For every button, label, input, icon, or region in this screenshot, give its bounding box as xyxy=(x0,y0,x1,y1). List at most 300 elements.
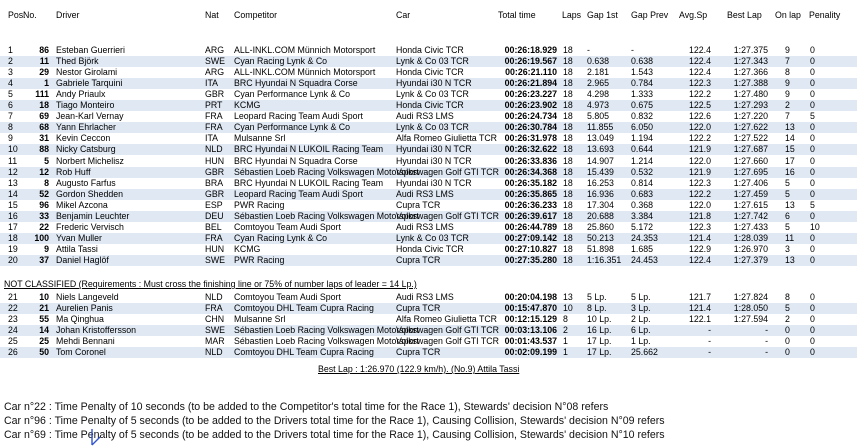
cell-car: Audi RS3 LMS xyxy=(396,111,454,122)
cell-total-time: 00:26:31.978 xyxy=(504,133,557,144)
cell-driver: Daniel Haglöf xyxy=(56,254,109,265)
table-row xyxy=(0,100,857,111)
table-row xyxy=(0,314,857,325)
cell-gap-1st: 4.298 xyxy=(587,89,610,100)
cell-no: 18 xyxy=(39,100,49,111)
cell-laps: 18 xyxy=(563,232,573,243)
cell-driver: Gordon Shedden xyxy=(56,188,124,199)
cell-gap-prev: - xyxy=(631,45,634,55)
cell-gap-1st: 51.898 xyxy=(587,243,614,254)
cell-gap-1st: 5.805 xyxy=(587,111,610,122)
cell-car: Hyundai i30 N TCR xyxy=(396,177,472,188)
cell-avg-sp: 122.0 xyxy=(688,155,711,166)
cell-competitor: Comtoyou Team Audi Sport xyxy=(234,221,341,232)
cell-car: Volkswagen Golf GTI TCR xyxy=(396,325,499,336)
cell-total-time: 00:03:13.106 xyxy=(504,325,557,336)
table-row xyxy=(0,200,857,211)
col-no: No. xyxy=(23,10,37,20)
cell-best-lap: 1:27.433 xyxy=(733,221,768,232)
cell-competitor: Cyan Racing Lynk & Co xyxy=(234,232,328,243)
cell-penalty: 0 xyxy=(810,292,815,302)
cell-competitor: Sébastien Loeb Racing Volkswagen Motorsport xyxy=(234,210,419,221)
cell-gap-prev: 6 Lp. xyxy=(631,325,651,336)
cell-penalty: 0 xyxy=(810,243,815,254)
cell-total-time: 00:02:09.199 xyxy=(504,347,557,358)
cell-nat: DEU xyxy=(205,210,224,221)
cell-car: Cupra TCR xyxy=(396,303,441,314)
cell-penalty: 0 xyxy=(810,347,815,358)
cell-no: 88 xyxy=(39,144,49,155)
cell-on-lap: 9 xyxy=(785,89,790,100)
cell-gap-prev: 0.638 xyxy=(631,56,654,67)
cell-competitor: PWR Racing xyxy=(234,254,285,265)
cell-penalty: 0 xyxy=(810,232,815,243)
cell-competitor: BRC Hyundai N Squadra Corse xyxy=(234,78,358,89)
cell-penalty: 0 xyxy=(810,254,815,265)
cell-pos: 20 xyxy=(8,254,18,265)
cell-avg-sp: 122.0 xyxy=(688,122,711,133)
cell-no: 33 xyxy=(39,210,49,221)
cell-on-lap: 6 xyxy=(785,210,790,221)
col-nat: Nat xyxy=(205,10,219,20)
cell-car: Volkswagen Golf GTI TCR xyxy=(396,166,499,177)
cell-laps: 18 xyxy=(563,67,573,78)
cell-no: 31 xyxy=(39,133,49,144)
cell-pos: 9 xyxy=(8,133,13,144)
cell-gap-1st: 2.181 xyxy=(587,67,610,78)
cell-gap-prev: 25.662 xyxy=(631,347,658,358)
cell-laps: 18 xyxy=(563,144,573,155)
cell-no: 100 xyxy=(34,232,49,243)
cell-penalty: 0 xyxy=(810,314,815,325)
cell-total-time: 00:26:32.622 xyxy=(504,144,557,155)
table-row xyxy=(0,156,857,167)
table-row xyxy=(0,303,857,314)
cell-car: Cupra TCR xyxy=(396,347,441,358)
cell-car: Audi RS3 LMS xyxy=(396,221,454,232)
cell-competitor: Sébastien Loeb Racing Volkswagen Motorsport xyxy=(234,336,419,347)
cell-no: 68 xyxy=(39,122,49,133)
cell-on-lap: 5 xyxy=(785,188,790,199)
cell-gap-prev: 0.683 xyxy=(631,188,654,199)
cell-driver: Benjamin Leuchter xyxy=(56,210,130,221)
cell-total-time: 00:26:34.368 xyxy=(504,166,557,177)
cell-no: 1 xyxy=(44,78,49,89)
cell-penalty: 0 xyxy=(810,325,815,336)
cell-best-lap: 1:27.379 xyxy=(733,254,768,265)
cell-penalty: 5 xyxy=(810,199,815,210)
cell-pos: 6 xyxy=(8,100,13,111)
cell-best-lap: 1:27.366 xyxy=(733,67,768,78)
cell-driver: Norbert Michelisz xyxy=(56,155,124,166)
cell-nat: ARG xyxy=(205,45,225,55)
cell-pos: 1 xyxy=(8,45,13,55)
cell-no: 111 xyxy=(35,89,49,100)
cell-car: Audi RS3 LMS xyxy=(396,188,454,199)
cell-nat: GBR xyxy=(205,89,225,100)
cell-nat: MAR xyxy=(205,336,225,347)
cell-on-lap: 7 xyxy=(785,111,790,122)
table-row xyxy=(0,211,857,222)
cell-penalty: 0 xyxy=(810,122,815,133)
cell-car: Hyundai i30 N TCR xyxy=(396,78,472,89)
cell-nat: FRA xyxy=(205,303,223,314)
cell-driver: Augusto Farfus xyxy=(56,177,116,188)
cell-nat: HUN xyxy=(205,155,225,166)
cell-pos: 3 xyxy=(8,67,13,78)
table-row xyxy=(0,144,857,155)
cell-competitor: Comtoyou Team Audi Sport xyxy=(234,292,341,302)
cell-gap-1st: 10 Lp. xyxy=(587,314,612,325)
cell-driver: Esteban Guerrieri xyxy=(56,45,125,55)
cell-pos: 7 xyxy=(8,111,13,122)
cell-best-lap: 1:27.293 xyxy=(733,100,768,111)
cell-laps: 18 xyxy=(563,243,573,254)
cell-gap-1st: - xyxy=(587,45,590,55)
cell-nat: NLD xyxy=(205,144,223,155)
cell-nat: SWE xyxy=(205,254,226,265)
cell-laps: 18 xyxy=(563,177,573,188)
cell-laps: 10 xyxy=(563,303,573,314)
cell-gap-prev: 0.644 xyxy=(631,144,654,155)
cell-pos: 23 xyxy=(8,314,18,325)
cell-penalty: 10 xyxy=(810,221,820,232)
cell-best-lap: 1:27.687 xyxy=(733,144,768,155)
cell-gap-prev: 0.368 xyxy=(631,199,654,210)
cell-avg-sp: 122.9 xyxy=(688,243,711,254)
cell-nat: NLD xyxy=(205,347,223,358)
penalty-note: Car n°96 : Time Penalty of 5 seconds (to be added to the Drivers total time for the Race 1), Causing Collision, Stewards' decision N°09 refers xyxy=(4,415,665,427)
cell-laps: 18 xyxy=(563,199,573,210)
cell-nat: HUN xyxy=(205,243,225,254)
cell-best-lap: - xyxy=(765,336,768,347)
cell-avg-sp: 122.4 xyxy=(688,67,711,78)
cell-laps: 13 xyxy=(563,292,573,302)
cell-on-lap: 8 xyxy=(785,292,790,302)
cell-best-lap: 1:28.050 xyxy=(733,303,768,314)
cell-total-time: 00:26:24.734 xyxy=(504,111,557,122)
col-competitor: Competitor xyxy=(234,10,278,20)
cell-driver: Mikel Azcona xyxy=(56,199,108,210)
cell-driver: Gabriele Tarquini xyxy=(56,78,123,89)
cell-pos: 25 xyxy=(8,336,18,347)
col-avg-sp: Avg.Sp xyxy=(679,10,708,20)
cell-on-lap: 5 xyxy=(785,221,790,232)
cell-total-time: 00:20:04.198 xyxy=(504,292,557,302)
cell-best-lap: 1:27.622 xyxy=(733,122,768,133)
cell-total-time: 00:26:23.227 xyxy=(504,89,557,100)
cell-laps: 18 xyxy=(563,100,573,111)
cell-gap-1st: 13.693 xyxy=(587,144,614,155)
cell-on-lap: 0 xyxy=(785,347,790,358)
cell-gap-1st: 16.936 xyxy=(587,188,614,199)
cell-pos: 15 xyxy=(8,199,18,210)
cell-car: Honda Civic TCR xyxy=(396,67,464,78)
cell-gap-1st: 0.638 xyxy=(587,56,610,67)
cell-on-lap: 9 xyxy=(785,78,790,89)
cell-gap-prev: 1.333 xyxy=(631,89,654,100)
cell-best-lap: 1:26.970 xyxy=(733,243,768,254)
cell-competitor: Mulsanne Srl xyxy=(234,314,286,325)
cell-nat: GBR xyxy=(205,166,225,177)
cell-total-time: 00:26:35.865 xyxy=(504,188,557,199)
text-cursor-icon xyxy=(90,428,102,446)
cell-laps: 18 xyxy=(563,78,573,89)
cell-no: 22 xyxy=(39,221,49,232)
cell-competitor: Leopard Racing Team Audi Sport xyxy=(234,111,363,122)
cell-total-time: 00:27:09.142 xyxy=(504,232,557,243)
cell-no: 25 xyxy=(39,336,49,347)
cell-on-lap: 14 xyxy=(785,133,795,144)
cell-avg-sp: - xyxy=(708,325,711,336)
cell-best-lap: 1:27.375 xyxy=(733,45,768,55)
cell-best-lap: 1:27.459 xyxy=(733,188,768,199)
cell-avg-sp: 121.4 xyxy=(688,232,711,243)
cell-gap-1st: 14.907 xyxy=(587,155,614,166)
penalty-note: Car n°69 : Time Penalty of 5 seconds (to be added to the Drivers total time for the Race 1), Causing Collision, Stewards' decision N°10 refers xyxy=(4,429,665,441)
cell-gap-prev: 0.532 xyxy=(631,166,654,177)
cell-total-time: 00:26:35.182 xyxy=(504,177,557,188)
table-row xyxy=(0,222,857,233)
cell-gap-1st: 20.688 xyxy=(587,210,614,221)
cell-gap-prev: 24.353 xyxy=(631,232,658,243)
cell-pos: 17 xyxy=(8,221,18,232)
cell-laps: 18 xyxy=(563,221,573,232)
col-on-lap: On lap xyxy=(775,10,801,20)
cell-driver: Andy Priaulx xyxy=(56,89,106,100)
cell-nat: ITA xyxy=(205,78,219,89)
cell-penalty: 0 xyxy=(810,89,815,100)
cell-pos: 12 xyxy=(8,166,18,177)
cell-competitor: ALL-INKL.COM Münnich Motorsport xyxy=(234,45,376,55)
cell-total-time: 00:26:21.894 xyxy=(504,78,557,89)
cell-total-time: 00:01:43.537 xyxy=(504,336,557,347)
cell-competitor: Mulsanne Srl xyxy=(234,133,286,144)
table-row xyxy=(0,89,857,100)
cell-avg-sp: 121.9 xyxy=(688,144,711,155)
cell-avg-sp: 122.3 xyxy=(688,78,711,89)
cell-nat: BRA xyxy=(205,177,224,188)
not-classified-title: NOT CLASSIFIED (Requirements : Must cross the finishing line or 75% of number laps of leader = 14 Lp.) xyxy=(4,279,417,289)
best-lap-summary: Best Lap : 1:26.970 (122.9 km/h). (No.9) Attila Tassi xyxy=(318,364,520,374)
cell-total-time: 00:27:35.280 xyxy=(504,254,557,265)
cell-avg-sp: 122.4 xyxy=(688,56,711,67)
cell-pos: 21 xyxy=(8,292,18,302)
cell-driver: Nestor Girolami xyxy=(56,67,118,78)
table-row xyxy=(0,45,857,56)
cell-gap-prev: 24.453 xyxy=(631,254,658,265)
col-penalty: Penality xyxy=(809,10,841,20)
cell-total-time: 00:26:36.233 xyxy=(504,199,557,210)
table-row xyxy=(0,56,857,67)
cell-penalty: 5 xyxy=(810,111,815,122)
cell-no: 9 xyxy=(44,243,49,254)
cell-on-lap: 8 xyxy=(785,67,790,78)
cell-penalty: 0 xyxy=(810,166,815,177)
cell-nat: BEL xyxy=(205,221,222,232)
cell-gap-1st: 13.049 xyxy=(587,133,614,144)
cell-laps: 18 xyxy=(563,89,573,100)
cell-on-lap: 0 xyxy=(785,336,790,347)
cell-gap-1st: 17 Lp. xyxy=(587,336,612,347)
cell-pos: 19 xyxy=(8,243,18,254)
cell-laps: 18 xyxy=(563,133,573,144)
table-row xyxy=(0,167,857,178)
cell-penalty: 0 xyxy=(810,67,815,78)
cell-avg-sp: 121.8 xyxy=(688,210,711,221)
cell-car: Hyundai i30 N TCR xyxy=(396,155,472,166)
cell-laps: 2 xyxy=(563,325,568,336)
cell-no: 86 xyxy=(39,45,49,55)
cell-on-lap: 13 xyxy=(785,122,795,133)
cell-best-lap: 1:27.388 xyxy=(733,78,768,89)
cell-best-lap: 1:28.039 xyxy=(733,232,768,243)
cell-nat: PRT xyxy=(205,100,223,111)
cell-best-lap: 1:27.343 xyxy=(733,56,768,67)
cell-driver: Ma Qinghua xyxy=(56,314,104,325)
cell-on-lap: 13 xyxy=(785,254,795,265)
cell-gap-prev: 2 Lp. xyxy=(631,314,651,325)
col-best-lap: Best Lap xyxy=(727,10,762,20)
cell-driver: Frederic Vervisch xyxy=(56,221,124,232)
cell-avg-sp: 121.9 xyxy=(688,166,711,177)
table-row xyxy=(0,189,857,200)
cell-pos: 26 xyxy=(8,347,18,358)
cell-gap-1st: 15.439 xyxy=(587,166,614,177)
cell-best-lap: 1:27.480 xyxy=(733,89,768,100)
cell-pos: 10 xyxy=(8,144,18,155)
cell-gap-prev: 0.784 xyxy=(631,78,654,89)
table-row xyxy=(0,255,857,266)
cell-laps: 18 xyxy=(563,122,573,133)
cell-pos: 22 xyxy=(8,303,18,314)
cell-competitor: Sébastien Loeb Racing Volkswagen Motorsport xyxy=(234,166,419,177)
cell-driver: Mehdi Bennani xyxy=(56,336,115,347)
cell-car: Honda Civic TCR xyxy=(396,45,464,55)
cell-on-lap: 17 xyxy=(785,155,795,166)
cell-driver: Niels Langeveld xyxy=(56,292,119,302)
cell-total-time: 00:26:18.929 xyxy=(504,45,557,55)
results-header xyxy=(0,10,857,21)
cell-nat: ARG xyxy=(205,67,225,78)
cell-laps: 18 xyxy=(563,56,573,67)
cell-laps: 18 xyxy=(563,254,573,265)
cell-car: Cupra TCR xyxy=(396,254,441,265)
cell-total-time: 00:15:47.870 xyxy=(504,303,557,314)
table-row xyxy=(0,122,857,133)
cell-competitor: PWR Racing xyxy=(234,199,285,210)
cell-competitor: Cyan Performance Lynk & Co xyxy=(234,89,351,100)
cell-competitor: BRC Hyundai N LUKOIL Racing Team xyxy=(234,144,384,155)
cell-gap-prev: 6.050 xyxy=(631,122,654,133)
cell-avg-sp: 122.2 xyxy=(688,188,711,199)
cell-gap-1st: 8 Lp. xyxy=(587,303,607,314)
cell-total-time: 00:26:21.110 xyxy=(505,67,557,78)
cell-penalty: 0 xyxy=(810,144,815,155)
cell-nat: GBR xyxy=(205,188,225,199)
cell-pos: 5 xyxy=(8,89,13,100)
cell-no: 50 xyxy=(39,347,49,358)
cell-no: 14 xyxy=(39,325,49,336)
cell-driver: Jean-Karl Vernay xyxy=(56,111,124,122)
table-row xyxy=(0,133,857,144)
cell-no: 69 xyxy=(39,111,49,122)
cell-car: Cupra TCR xyxy=(396,199,441,210)
cell-gap-prev: 0.814 xyxy=(631,177,654,188)
cell-nat: FRA xyxy=(205,111,223,122)
cell-laps: 1 xyxy=(563,347,568,358)
cell-no: 8 xyxy=(44,177,49,188)
cell-total-time: 00:26:33.836 xyxy=(504,155,557,166)
cell-gap-1st: 1:16.351 xyxy=(587,254,622,265)
cell-competitor: Comtoyou DHL Team Cupra Racing xyxy=(234,303,374,314)
cell-avg-sp: - xyxy=(708,347,711,358)
cell-on-lap: 16 xyxy=(785,166,795,177)
cell-competitor: Cyan Performance Lynk & Co xyxy=(234,122,351,133)
cell-avg-sp: - xyxy=(708,336,711,347)
col-total-time: Total time xyxy=(498,10,536,20)
cell-best-lap: - xyxy=(765,325,768,336)
cell-on-lap: 11 xyxy=(785,232,795,243)
cell-best-lap: 1:27.695 xyxy=(733,166,768,177)
cell-pos: 14 xyxy=(8,188,18,199)
cell-penalty: 0 xyxy=(810,78,815,89)
cell-no: 37 xyxy=(39,254,49,265)
cell-best-lap: 1:27.594 xyxy=(733,314,768,325)
cell-driver: Aurelien Panis xyxy=(56,303,113,314)
penalty-note: Car n°22 : Time Penalty of 10 seconds (to be added to the Competitor's total time for the Race 1), Stewards' decision N°08 refers xyxy=(4,401,609,413)
table-row xyxy=(0,67,857,78)
cell-car: Honda Civic TCR xyxy=(396,100,464,111)
cell-best-lap: - xyxy=(765,347,768,358)
cell-gap-prev: 5 Lp. xyxy=(631,292,651,302)
cell-avg-sp: 122.5 xyxy=(688,100,711,111)
cell-avg-sp: 122.3 xyxy=(688,177,711,188)
cell-no: 10 xyxy=(39,292,49,302)
cell-avg-sp: 121.7 xyxy=(688,292,711,302)
cell-on-lap: 0 xyxy=(785,325,790,336)
cell-car: Alfa Romeo Giulietta TCR xyxy=(396,133,498,144)
cell-avg-sp: 122.6 xyxy=(688,111,711,122)
table-row xyxy=(0,111,857,122)
cell-no: 96 xyxy=(39,199,49,210)
cell-gap-prev: 3 Lp. xyxy=(631,303,651,314)
cell-nat: FRA xyxy=(205,122,223,133)
cell-best-lap: 1:27.220 xyxy=(733,111,768,122)
cell-penalty: 0 xyxy=(810,45,815,55)
cell-car: Lynk & Co 03 TCR xyxy=(396,232,469,243)
cell-gap-1st: 11.855 xyxy=(587,122,614,133)
cell-best-lap: 1:27.824 xyxy=(733,292,768,302)
cell-best-lap: 1:27.522 xyxy=(733,133,768,144)
cell-driver: Tiago Monteiro xyxy=(56,100,115,111)
cell-avg-sp: 122.4 xyxy=(688,45,711,55)
table-row xyxy=(0,292,857,303)
cell-penalty: 0 xyxy=(810,100,815,111)
cell-nat: NLD xyxy=(205,292,223,302)
table-row xyxy=(0,233,857,244)
cell-gap-prev: 1.214 xyxy=(631,155,654,166)
table-row xyxy=(0,347,857,358)
cell-gap-1st: 16 Lp. xyxy=(587,325,612,336)
cell-total-time: 00:26:44.789 xyxy=(504,221,557,232)
cell-driver: Tom Coronel xyxy=(56,347,106,358)
col-driver: Driver xyxy=(56,10,80,20)
cell-penalty: 0 xyxy=(810,210,815,221)
cell-laps: 8 xyxy=(563,314,568,325)
cell-total-time: 00:27:10.827 xyxy=(504,243,557,254)
cell-gap-1st: 17 Lp. xyxy=(587,347,612,358)
